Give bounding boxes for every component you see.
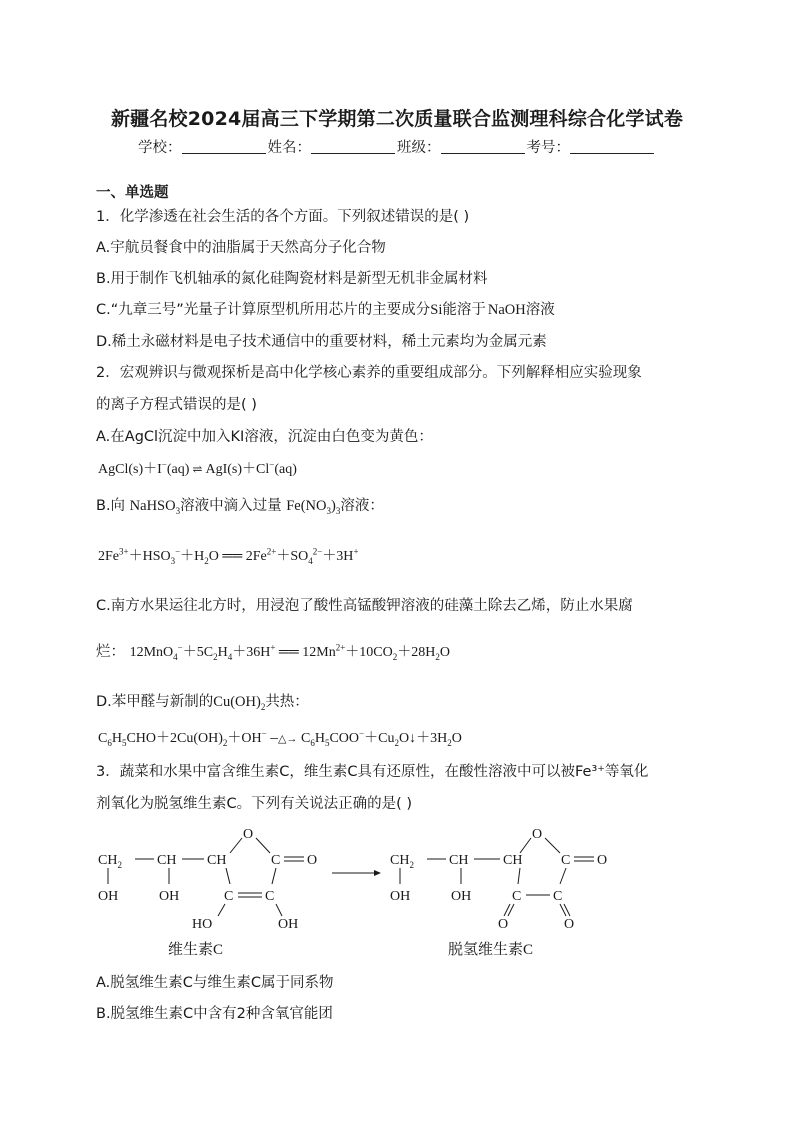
vc-ch-a: CH <box>157 853 177 868</box>
vc-oh-1: OH <box>98 889 119 904</box>
q2-b-fe-nitrate: $Fe(NO_3)_3$ <box>286 498 341 516</box>
page-title: 新疆名校2024届高三下学期第二次质量联合监测理科综合化学试卷 <box>110 108 684 130</box>
dvc-o-left: O <box>498 917 509 932</box>
q1-c-pre: C.“九章三号”光量子计算原型机所用芯片的主要成分 <box>96 302 431 318</box>
q1-option-d: D.稀土永磁材料是电子技术通信中的重要材料，稀土元素均为金属元素 <box>96 334 547 350</box>
q2-stem-line2: 的离子方程式错误的是( ) <box>96 397 257 413</box>
q1-c-si: Si <box>430 302 443 318</box>
q2-b-equation: $2Fe^{3+}+HSO_3^-+H_2O$ ══ $2Fe^{2+}+SO_4^{2-}+3H^+$ <box>98 546 359 566</box>
name-blank[interactable] <box>311 138 395 154</box>
vc-ch-b: CH <box>207 853 227 868</box>
q1-c-naoh: NaOH <box>487 302 526 318</box>
vc-c-carbonyl: C <box>271 853 281 868</box>
vc-ring-o: O <box>243 827 254 842</box>
student-info-line <box>0 136 794 157</box>
q2-b-pre: B.向 <box>96 498 126 514</box>
vc-oh-3: OH <box>278 917 299 932</box>
q2-b-post: 溶液： <box>340 498 384 514</box>
q3-option-b: B.脱氢维生素C中含有2种含氧官能团 <box>96 1006 333 1022</box>
q1-c-mid: 能溶于 <box>442 302 486 318</box>
dvc-oh-1: OH <box>390 889 411 904</box>
dvc-c-left: C <box>512 889 522 904</box>
number-label: 考号： <box>526 140 570 156</box>
q2-d-cuoh2: $Cu(OH)_2$ <box>213 694 266 712</box>
name-label: 姓名： <box>267 140 311 156</box>
q2-option-b <box>96 494 384 515</box>
q1-c-post: 溶液 <box>525 302 555 318</box>
section-title: 一、单选题 <box>96 185 169 201</box>
vc-ho: HO <box>192 917 213 932</box>
q1-stem: 1．化学渗透在社会生活的各个方面。下列叙述错误的是( ) <box>96 209 470 225</box>
dvc-c-right: C <box>553 889 563 904</box>
number-blank[interactable] <box>570 138 654 154</box>
dvc-c-carbonyl: C <box>561 853 571 868</box>
vc-c-left: C <box>224 889 234 904</box>
q3-option-a: A.脱氢维生素C与维生素C属于同系物 <box>96 975 334 991</box>
dvc-o-right: O <box>564 917 575 932</box>
school-blank[interactable] <box>182 138 266 154</box>
vc-c-right: C <box>265 889 275 904</box>
q2-a-equation: AgCl(s)＋I−(aq) ⇌ AgI(s)＋Cl−(aq) <box>98 459 297 477</box>
q2-c-equation: $12MnO_4^-+5C_2H_4+36H^+$ ══ $12Mn^{2+}+10CO_2+28H_2O$ <box>129 642 450 662</box>
label-vitamin-c: 维生素C <box>168 942 224 958</box>
dvc-ch-b: CH <box>503 853 523 868</box>
q2-d-equation: $C_6H_5CHO+2Cu(OH)_2+OH^-$ ─△→ $C_6H_5COO^-+Cu_2O↓+3H_2O$ <box>98 728 462 748</box>
q2-d-pre: D.苯甲醛与新制的 <box>96 694 214 710</box>
q2-option-c-line1: C.南方水果运往北方时，用浸泡了酸性高锰酸钾溶液的硅藻土除去乙烯，防止水果腐 <box>96 598 633 614</box>
vitamin-c-structure <box>98 827 317 932</box>
dvc-oh-2: OH <box>451 889 472 904</box>
dvc-ch-a: CH <box>449 853 469 868</box>
label-dehydro-vitamin-c: 脱氢维生素C <box>448 942 534 958</box>
vitamin-c-reaction-diagram <box>90 818 630 960</box>
q1-option-c <box>96 298 555 319</box>
dvc-ring-o: O <box>532 827 543 842</box>
q2-b-nahso3: NaHSO$_3$ <box>129 498 181 516</box>
school-label: 学校： <box>138 140 182 156</box>
vc-carbonyl-o: O <box>307 853 318 868</box>
dehydro-vitamin-c-structure <box>390 827 607 932</box>
q1-option-a: A.宇航员餐食中的油脂属于天然高分子化合物 <box>96 240 386 256</box>
q2-stem-line1: 2．宏观辨识与微观探析是高中化学核心素养的重要组成部分。下列解释相应实验现象 <box>96 365 642 381</box>
vc-ch2: $CH_2$ <box>98 853 122 870</box>
vc-oh-2: OH <box>159 889 180 904</box>
class-blank[interactable] <box>441 138 525 154</box>
q2-c-label: 烂： <box>96 644 125 660</box>
q2-option-d <box>96 690 309 711</box>
q1-option-b: B.用于制作飞机轴承的氮化硅陶瓷材料是新型无机非金属材料 <box>96 271 488 287</box>
class-label: 班级： <box>397 140 441 156</box>
q2-d-post: 共热： <box>265 694 309 710</box>
q2-option-c-line2 <box>96 640 450 661</box>
q2-option-a: A.在AgCl沉淀中加入KI溶液，沉淀由白色变为黄色： <box>96 429 433 445</box>
q2-b-mid: 溶液中滴入过量 <box>180 498 282 514</box>
dvc-carbonyl-o: O <box>597 853 608 868</box>
q3-stem-line2: 剂氧化为脱氢维生素C。下列有关说法正确的是( ) <box>96 796 413 812</box>
dvc-ch2: $CH_2$ <box>390 853 414 870</box>
q3-stem-line1: 3．蔬菜和水果中富含维生素C，维生素C具有还原性，在酸性溶液中可以被Fe³⁺等氧化 <box>96 764 649 780</box>
